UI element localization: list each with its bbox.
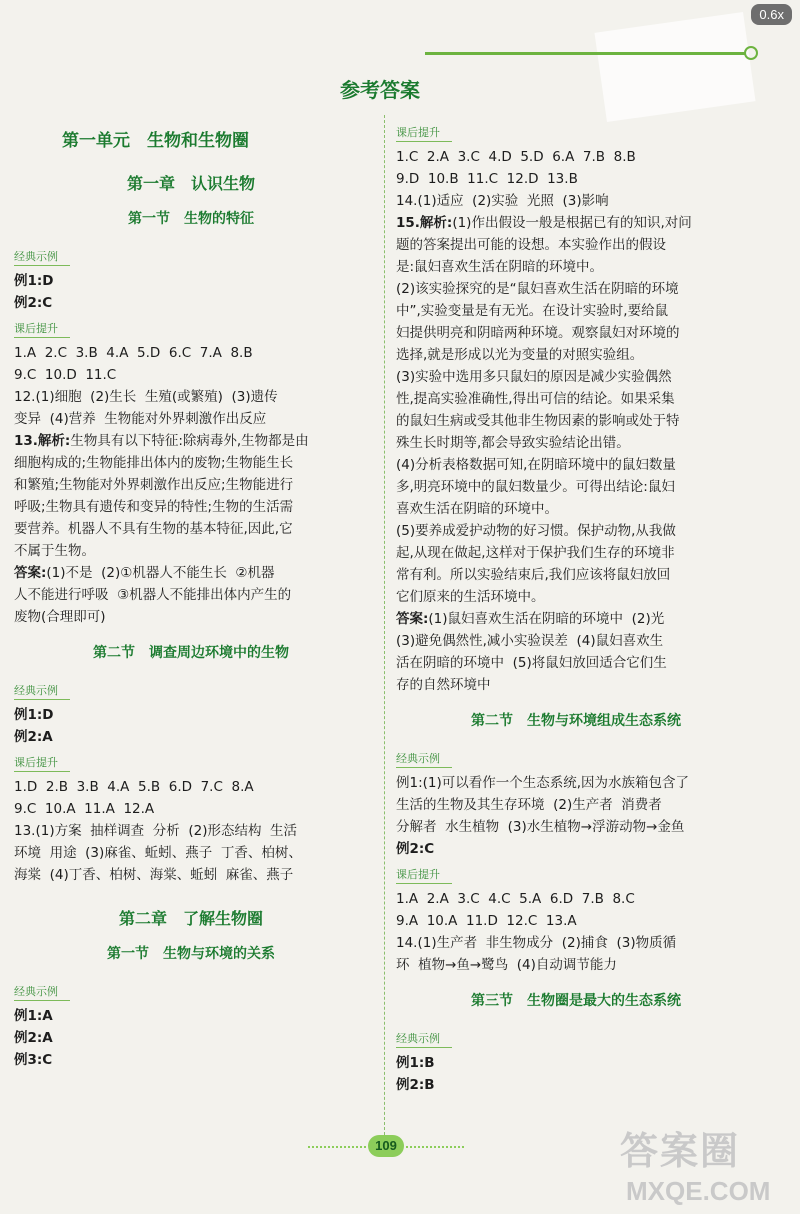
answer-line: 1.D 2.B 3.B 4.A 5.B 6.D 7.C 8.A [14,779,254,795]
answer-line: 例1:(1)可以看作一个生态系统,因为水族箱包含了 [396,775,690,791]
answer-line: 环 植物→鱼→鹭鸟 (4)自动调节能力 [396,957,617,973]
answer-line: 9.C 10.D 11.C [14,367,117,383]
answer-line: (2)该实验探究的是“鼠妇喜欢生活在阴暗的环境 [396,281,679,297]
answer-line: 环境 用途 (3)麻雀、蚯蚓、燕子 丁香、柏树、 [14,845,302,861]
answer-line: 中”,实验变量是有无光。在设计实验时,要给鼠 [396,303,669,319]
tag-classic-example: 经典示例 [14,682,70,700]
answer-line: 例2:C [396,841,435,857]
tag-after-class: 课后提升 [396,124,452,142]
answer-line: 变异 (4)营养 生物能对外界刺激作出反应 [14,411,267,427]
answer-line: 妇提供明亮和阴暗两种环境。观察鼠妇对环境的 [396,325,680,341]
left-column [14,118,368,1071]
answer-text: (1)不是 (2)①机器人不能生长 ②机器 [46,565,275,581]
answer-line: 要营养。机器人不具有生物的基本特征,因此,它 [14,521,293,537]
answer-line: 存的自然环境中 [396,677,491,693]
unit-title: 第一单元 生物和生物圈 [62,131,249,151]
answer-line: 例1:A [14,1008,53,1024]
page-title: 参考答案 [340,78,420,102]
answer-line: (3)避免偶然性,减小实验误差 (4)鼠妇喜欢生 [396,633,664,649]
answer-line: 性,提高实验准确性,得出可信的结论。如果采集 [396,391,675,407]
watermark-logo [620,1120,792,1212]
answer-line: 题的答案提出可能的设想。本实验作出的假设 [396,237,666,253]
analysis-label: 15.解析: [396,215,453,231]
answer-line: 14.(1)生产者 非生物成分 (2)捕食 (3)物质循 [396,935,677,951]
analysis-text: 生物具有以下特征:除病毒外,生物都是由 [70,433,309,449]
section-title: 第一节 生物的特征 [128,211,254,227]
answer-line: 人不能进行呼吸 ③机器人不能排出体内产生的 [14,587,292,603]
right-column [396,118,756,1096]
section-title: 第二节 生物与环境组成生态系统 [471,713,681,729]
header-circle-icon [744,46,758,60]
answer-line [396,608,756,630]
answer-line: 13.(1)方案 抽样调查 分析 (2)形态结构 生活 [14,823,298,839]
watermark-text: 答案圈 [620,1129,741,1173]
answer-line: 例1:B [396,1055,435,1071]
answer-line: 1.C 2.A 3.C 4.D 5.D 6.A 7.B 8.B [396,149,636,165]
answer-line: 废物(合理即可) [14,609,106,625]
header-rule [425,52,745,55]
answer-line: 和繁殖;生物能对外界刺激作出反应;生物能进行 [14,477,294,493]
answer-line: 例3:C [14,1052,53,1068]
answer-line: 呼吸;生物具有遗传和变异的特性;生物的生活需 [14,499,294,515]
tag-classic-example: 经典示例 [396,1030,452,1048]
answer-line: 12.(1)细胞 (2)生长 生殖(或繁殖) (3)遗传 [14,389,278,405]
smudge [594,12,755,122]
answer-line: (3)实验中选用多只鼠妇的原因是减少实验偶然 [396,369,672,385]
answer-line: 14.(1)适应 (2)实验 光照 (3)影响 [396,193,609,209]
answer-line: 海棠 (4)丁香、柏树、海棠、蚯蚓 麻雀、燕子 [14,867,294,883]
answer-line: 例2:A [14,1030,53,1046]
tag-classic-example: 经典示例 [396,750,452,768]
answer-line: 例2:C [14,295,53,311]
answer-text: (1)鼠妇喜欢生活在阴暗的环境中 (2)光 [428,611,665,627]
answer-line: 常有利。所以实验结束后,我们应该将鼠妇放回 [396,567,671,583]
footer-dots [308,1146,366,1148]
tag-after-class: 课后提升 [14,320,70,338]
answer-line: 9.D 10.B 11.C 12.D 13.B [396,171,578,187]
answer-line: 生活的生物及其生存环境 (2)生产者 消费者 [396,797,662,813]
answer-line: 殊生长时期等,都会导致实验结论出错。 [396,435,630,451]
answer-label: 答案: [14,565,47,581]
answer-line: 例2:A [14,729,53,745]
answer-line: 例1:D [14,273,54,289]
answer-line: 不属于生物。 [14,543,95,559]
section-title: 第三节 生物圈是最大的生态系统 [471,993,681,1009]
footer-dots [406,1146,464,1148]
answer-line: 是:鼠妇喜欢生活在阴暗的环境中。 [396,259,604,275]
section-title: 第二节 调查周边环境中的生物 [93,645,289,661]
tag-after-class: 课后提升 [14,754,70,772]
answer-line [14,430,368,452]
tag-classic-example: 经典示例 [14,248,70,266]
tag-after-class: 课后提升 [396,866,452,884]
answer-line: 它们原来的生活环境中。 [396,589,545,605]
answer-line: 的鼠妇生病或受其他非生物因素的影响或处于特 [396,413,680,429]
answer-label: 答案: [396,611,429,627]
answer-line [14,562,368,584]
answer-line: 活在阴暗的环境中 (5)将鼠妇放回适合它们生 [396,655,667,671]
answer-line: 9.C 10.A 11.A 12.A [14,801,155,817]
answer-line: 1.A 2.A 3.C 4.C 5.A 6.D 7.B 8.C [396,891,635,907]
answer-line [396,212,756,234]
answer-line: 9.A 10.A 11.D 12.C 13.A [396,913,577,929]
column-divider [384,115,385,1150]
answer-line: (4)分析表格数据可知,在阴暗环境中的鼠妇数量 [396,457,676,473]
answer-line: 分解者 水生植物 (3)水生植物→浮游动物→金鱼 [396,819,685,835]
zoom-indicator[interactable]: 0.6x [751,4,792,25]
answer-line: 细胞构成的;生物能排出体内的废物;生物能生长 [14,455,294,471]
answer-line: 1.A 2.C 3.B 4.A 5.D 6.C 7.A 8.B [14,345,253,361]
analysis-label: 13.解析: [14,433,71,449]
answer-line: 喜欢生活在阴暗的环境中。 [396,501,558,517]
page-number: 109 [368,1135,404,1157]
section-title: 第一节 生物与环境的关系 [107,946,275,962]
answer-line: (5)要养成爱护动物的好习惯。保护动物,从我做 [396,523,676,539]
answer-line: 选择,就是形成以光为变量的对照实验组。 [396,347,644,363]
watermark-url: MXQE.COM [626,1176,771,1206]
answer-line: 例2:B [396,1077,435,1093]
answer-line: 起,从现在做起,这样对于保护我们生存的环境非 [396,545,675,561]
answer-line: 例1:D [14,707,54,723]
tag-classic-example: 经典示例 [14,983,70,1001]
chapter-title: 第二章 了解生物圈 [118,909,263,928]
chapter-title: 第一章 认识生物 [126,174,255,193]
analysis-text: (1)作出假设一般是根据已有的知识,对问 [452,215,692,231]
answer-line: 多,明亮环境中的鼠妇数量少。可得出结论:鼠妇 [396,479,675,495]
